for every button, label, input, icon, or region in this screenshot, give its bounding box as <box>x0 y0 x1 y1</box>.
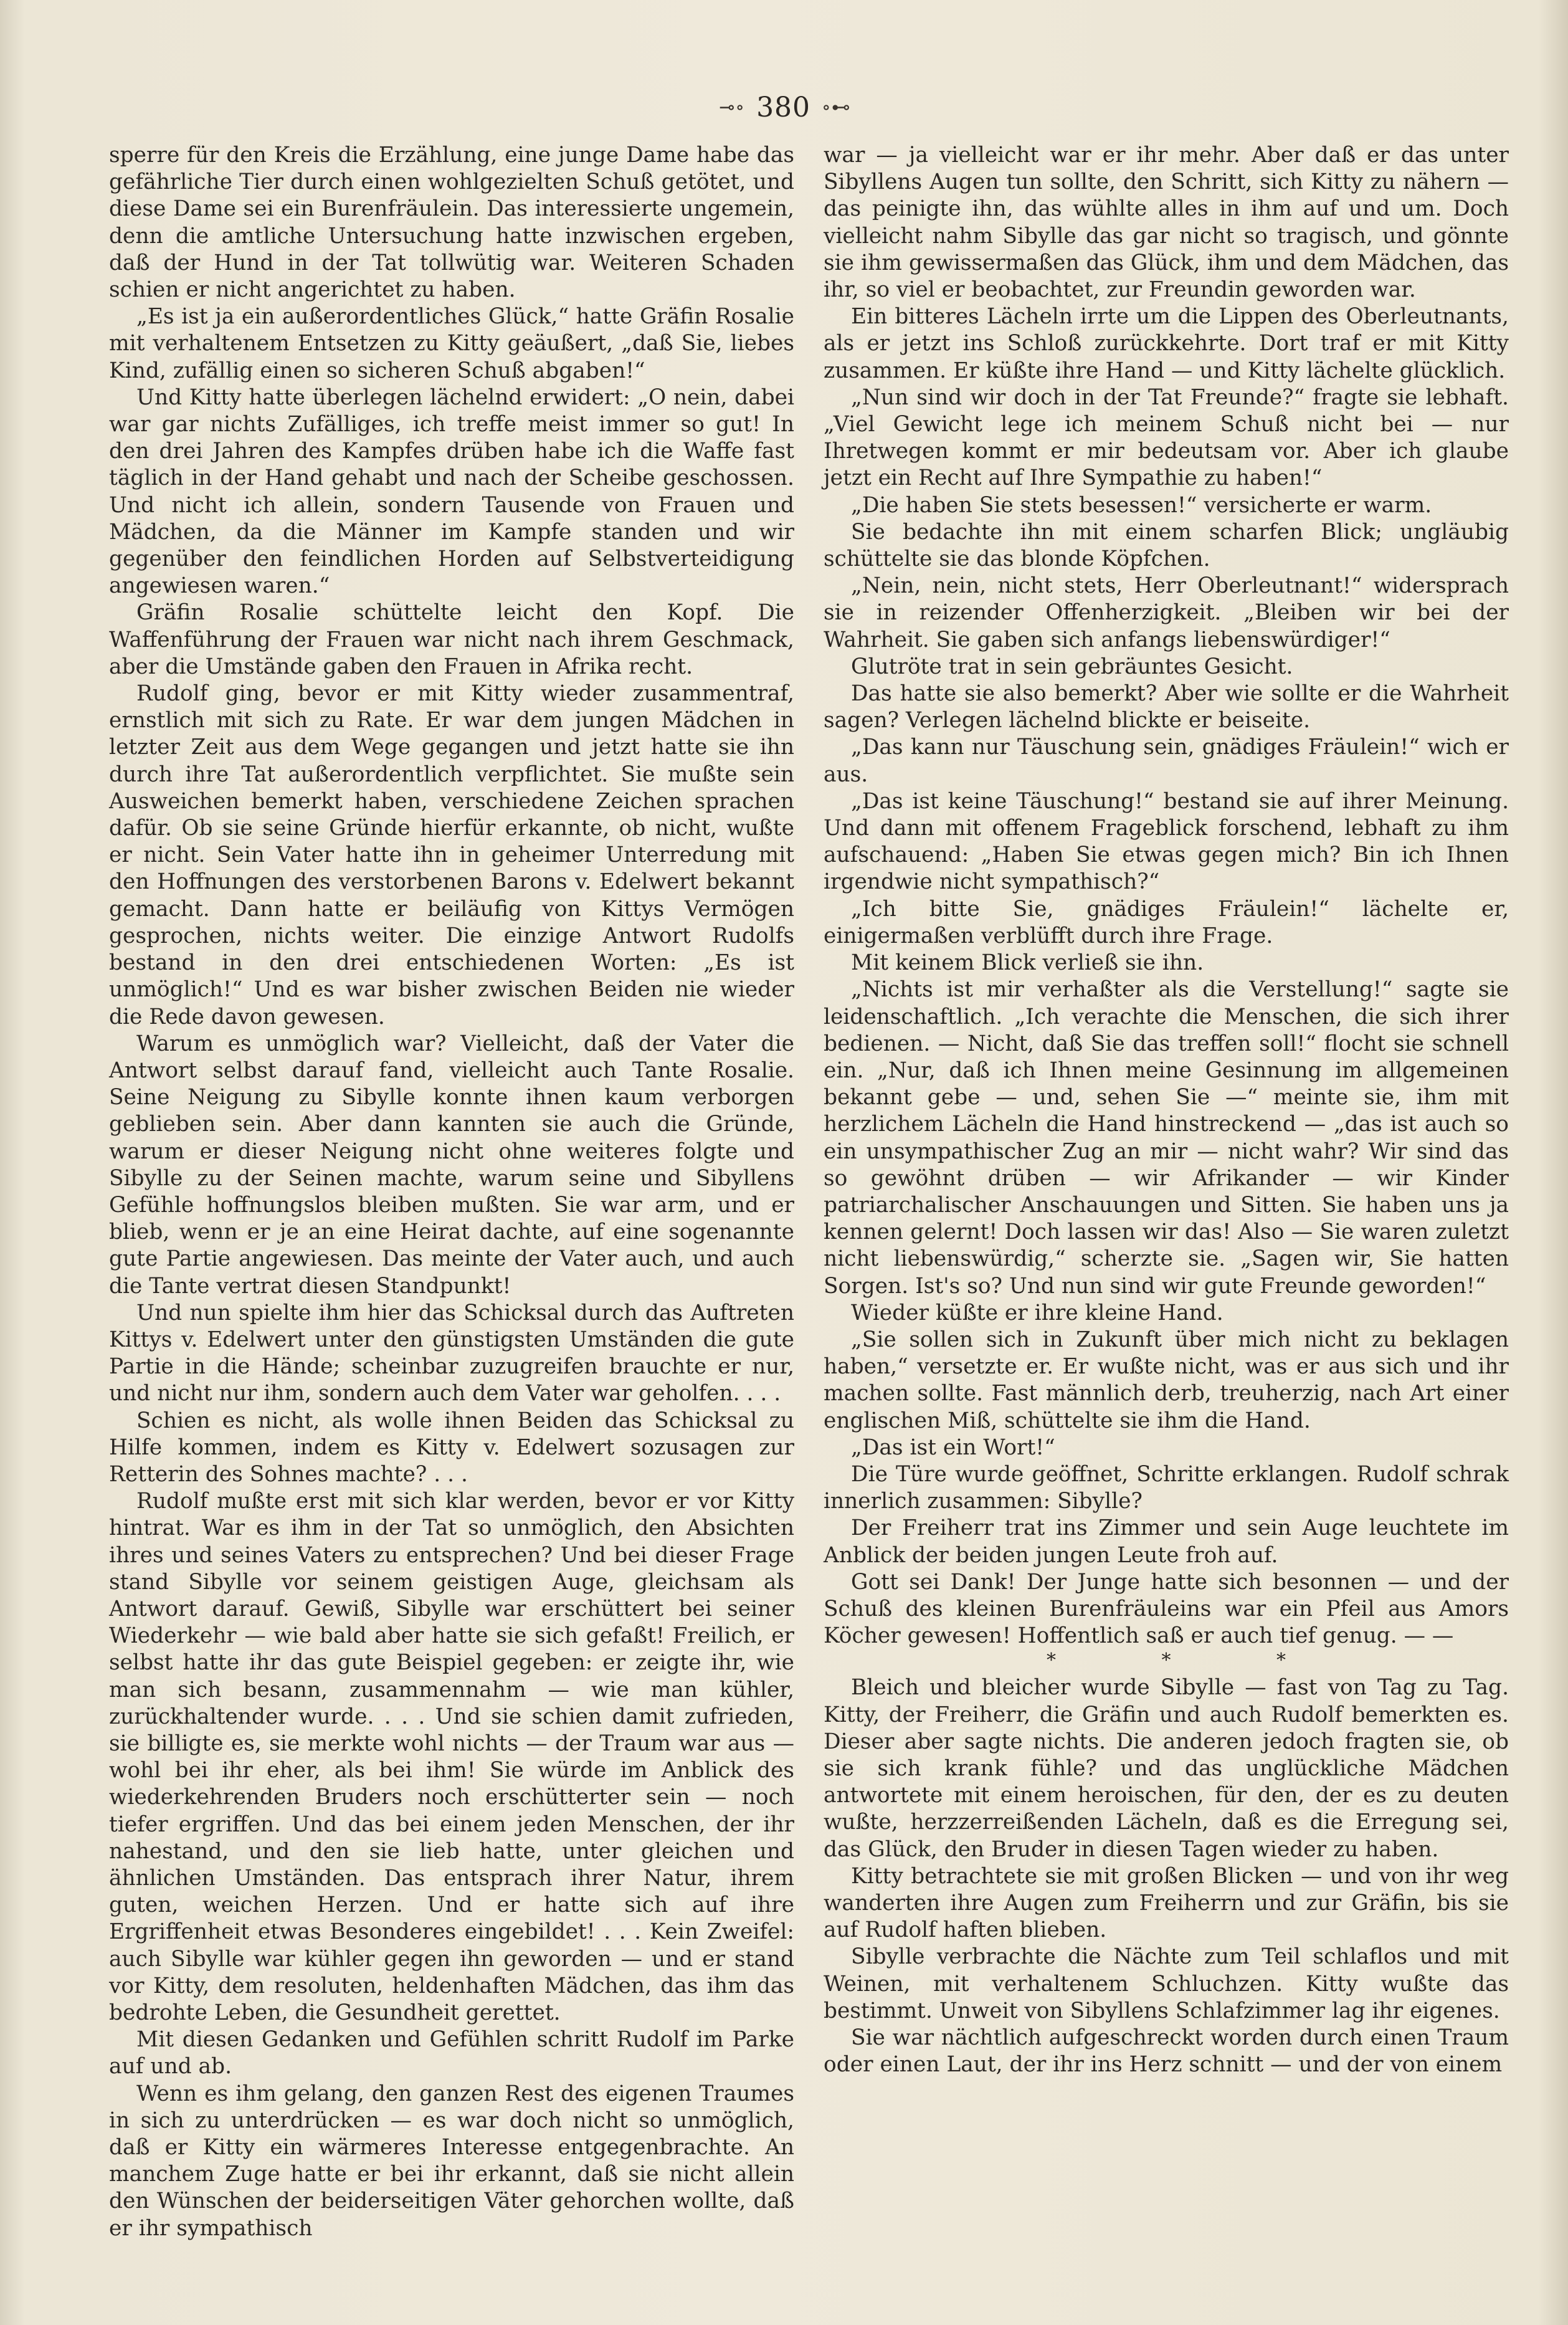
paragraph: Sie bedachte ihn mit einem scharfen Blick; ungläubig schüttelte sie das blonde Köpfchen. <box>824 519 1509 572</box>
section-separator: * * * <box>1046 1649 1336 1672</box>
paragraph: Bleich und bleicher wurde Sibylle — fast von Tag zu Tag. Kitty, der Freiherr, die Gräfin und auch Rudolf bemerkten es. Dieser aber sagte nichts. Die anderen jedoch fragten sie, ob sie sich krank fühle? und das unglückliche Mädchen antwortete mit einem heroischen, für den, der es zu deuten wußte, herzzerreißenden Lächeln, daß es die Erregung sei, das Glück, den Bruder in diesen Tagen wieder zu haben. <box>824 1675 1509 1862</box>
paragraph: Warum es unmöglich war? Vielleicht, daß der Vater die Antwort selbst darauf fand, vielleicht auch Tante Rosalie. Seine Neigung zu Sibylle konnte ihnen kaum verborgen geblieben sein. Aber dann kannten sie auch die Gründe, warum er dieser Neigung nicht ohne weiteres folgte und Sibylle zu der Seinen machte, warum seine und Sibyllens Gefühle hoffnungslos bleiben mußten. Sie war arm, und er blieb, wenn er je an eine Heirat dachte, auf eine sogenannte gute Partie angewiesen. Das meinte der Vater auch, und auch die Tante vertrat diesen Standpunkt! <box>109 1031 794 1299</box>
paragraph: Ein bitteres Lächeln irrte um die Lippen des Oberleutnants, als er jetzt ins Schloß zurückkehrte. Dort traf er mit Kitty zusammen. Er küßte ihre Hand — und Kitty lächelte glücklich. <box>824 304 1509 383</box>
paragraph: sperre für den Kreis die Erzählung, eine junge Dame habe das gefährliche Tier durch einen wohlgezielten Schuß getötet, und diese Dame sei ein Burenfräulein. Das interessierte ungemein, denn die amtliche Untersuchung hatte inzwischen ergeben, daß der Hund in der Tat tollwütig war. Weiteren Schaden schien er nicht angerichtet zu haben. <box>109 143 794 303</box>
paragraph: Gott sei Dank! Der Junge hatte sich besonnen — und der Schuß des kleinen Burenfräuleins war ein Pfeil aus Amors Köcher gewesen! Hoffentlich saß er auch tief genug. — — <box>824 1569 1509 1649</box>
paragraph: Mit keinem Blick verließ sie ihn. <box>851 950 1204 976</box>
paragraph: Der Freiherr trat ins Zimmer und sein Auge leuchtete im Anblick der beiden jungen Leute froh auf. <box>824 1516 1509 1568</box>
paragraph: Sibylle verbrachte die Nächte zum Teil schlaflos und mit Weinen, mit verhaltenem Schluchzen. Kitty wußte das bestimmt. Unweit von Sibyllens Schlafzimmer lag ihr eigenes. <box>824 1944 1509 2023</box>
paragraph: Das hatte sie also bemerkt? Aber wie sollte er die Wahrheit sagen? Verlegen lächelnd blickte er beiseite. <box>824 681 1509 733</box>
paragraph: „Es ist ja ein außerordentliches Glück,“ hatte Gräfin Rosalie mit verhaltenem Entsetzen zu Kitty geäußert, „daß Sie, liebes Kind, zufällig einen so sicheren Schuß abgaben!“ <box>109 304 794 383</box>
paragraph: Mit diesen Gedanken und Gefühlen schritt Rudolf im Parke auf und ab. <box>109 2027 794 2079</box>
paragraph: Sie war nächtlich aufgeschreckt worden durch einen Traum oder einen Laut, der ihr ins Herz schnitt — und der von einem <box>824 2025 1509 2078</box>
paragraph: Und nun spielte ihm hier das Schicksal durch das Auftreten Kittys v. Edelwert unter den günstigsten Umständen die gute Partie in die Hände; scheinbar zuzugreifen brauchte er nur, und nicht nur ihm, sondern auch dem Vater war geholfen. . . . <box>109 1300 794 1406</box>
paragraph: Die Türe wurde geöffnet, Schritte erklangen. Rudolf schrak innerlich zusammen: Sibylle? <box>824 1461 1509 1514</box>
paragraph: Schien es nicht, als wolle ihnen Beiden das Schicksal zu Hilfe kommen, indem es Kitty v. Edelwert sozusagen zur Retterin des Sohnes machte? . . . <box>109 1408 794 1487</box>
paragraph: Rudolf mußte erst mit sich klar werden, bevor er vor Kitty hintrat. War es ihm in der Tat so unmöglich, den Absichten ihres und seines Vaters zu entsprechen? Und bei dieser Frage stand Sibylle vor seinem geistigen Auge, gleichsam als Antwort darauf. Gewiß, Sibylle war erschüttert bei seiner Wiederkehr — wie bald aber hatte sie sich gefaßt! Freilich, er selbst hatte ihr das gute Beispiel gegeben: er zeigte ihr, wie man sich besann, zusammennahm — wie man kühler, zurückhaltender wurde. . . . Und sie schien damit zufrieden, sie billigte es, sie merkte wohl nichts — der Traum war aus — wohl bei ihr eher, als bei ihm! Sie würde im Anblick des wiederkehrenden Bruders noch erschütterter sein — noch tiefer ergriffen. Und das bei einem jeden Menschen, der ihr nahestand, und den sie lieb hatte, unter gleichen und ähnlichen Umständen. Das entsprach ihrer Natur, ihrem guten, weichen Herzen. Und er hatte sich auf ihre Ergriffenheit etwas Besonderes eingebildet! . . . Kein Zweifel: auch Sibylle war kühler gegen ihn geworden — und er stand vor Kitty, dem resoluten, heldenhaften Mädchen, das ihm das bedrohte Leben, die Gesundheit gerettet. <box>109 1489 794 2026</box>
paragraph: „Das ist ein Wort!“ <box>851 1435 1055 1460</box>
paragraph: war — ja vielleicht war er ihr mehr. Aber daß er das unter Sibyllens Augen tun sollte, den Schritt, sich Kitty zu nähern — das peinigte ihn, das wühlte alles in ihm auf und um. Doch vielleicht nahm Sibylle das gar nicht so tragisch, und gönnte sie ihm gewissermaßen das Glück, ihm und dem Mädchen, das ihr, so viel er beobachtet, zur Freundin geworden war. <box>824 143 1509 303</box>
paragraph: Wieder küßte er ihre kleine Hand. <box>851 1300 1224 1325</box>
paragraph: „Nein, nein, nicht stets, Herr Oberleutnant!“ widersprach sie in reizender Offenherzigkeit. „Bleiben wir bei der Wahrheit. Sie gaben sich anfangs liebenswürdiger!“ <box>824 573 1509 652</box>
ornament-left: ⊸∘ <box>719 96 746 118</box>
paragraph: Rudolf ging, bevor er mit Kitty wieder zusammentraf, ernstlich mit sich zu Rate. Er war dem jungen Mädchen in letzter Zeit aus dem Wege gegangen und jetzt hatte sie ihn durch ihre Tat außerordentlich verpflichtet. Sie mußte sein Ausweichen bemerkt haben, verschiedene Zeichen sprachen dafür. Ob sie seine Gründe hierfür erkannte, ob nicht, wußte er nicht. Sein Vater hatte ihn in geheimer Unterredung mit den Hoffnungen des verstorbenen Barons v. Edelwert bekannt gemacht. Dann hatte er beiläufig von Kittys Vermögen gesprochen, nichts weiter. Die einzige Antwort Rudolfs bestand in den drei entschiedenen Worten: „Es ist unmöglich!“ Und es war bisher zwischen Beiden nie wieder die Rede davon gewesen. <box>109 681 794 1029</box>
paragraph: „Sie sollen sich in Zukunft über mich nicht zu beklagen haben,“ versetzte er. Er wußte nicht, was er aus sich und ihr machen sollte. Fast männlich derb, treuherzig, nach Art einer englischen Miß, schüttelte sie ihm die Hand. <box>824 1327 1509 1433</box>
paragraph: „Das ist keine Täuschung!“ bestand sie auf ihrer Meinung. Und dann mit offenem Frageblick forschend, lebhaft zu ihm aufschauend: „Haben Sie etwas gegen mich? Bin ich Ihnen irgendwie nicht sympathisch?“ <box>824 788 1509 895</box>
paragraph: Wenn es ihm gelang, den ganzen Rest des eigenen Traumes in sich zu unterdrücken — es war doch nicht so unmöglich, daß er Kitty ein wärmeres Interesse entgegenbrachte. An manchem Zuge hatte er bei ihr erkannt, daß sie nicht allein den Wünschen der beiderseitigen Väter gehorchen wollte, daß er ihr sympathisch <box>109 2081 794 2241</box>
left-column <box>109 142 794 2242</box>
page-header <box>685 88 885 126</box>
paragraph: „Ich bitte Sie, gnädiges Fräulein!“ lächelte er, einigermaßen verblüfft durch ihre Frage. <box>824 896 1509 948</box>
paragraph: Glutröte trat in sein gebräuntes Gesicht. <box>851 654 1293 679</box>
paragraph: Kitty betrachtete sie mit großen Blicken — und von ihr weg wanderten ihre Augen zum Freiherrn und zur Gräfin, bis sie auf Rudolf haften blieben. <box>824 1863 1509 1943</box>
paragraph: Gräfin Rosalie schüttelte leicht den Kopf. Die Waffenführung der Frauen war nicht nach ihrem Geschmack, aber die Umstände gaben den Frauen in Afrika recht. <box>109 600 794 679</box>
paragraph: „Das kann nur Täuschung sein, gnädiges Fräulein!“ wich er aus. <box>824 735 1509 787</box>
paragraph: „Nun sind wir doch in der Tat Freunde?“ fragte sie lebhaft. „Viel Gewicht lege ich meinem Schuß nicht bei — nur Ihretwegen kommt er mir bedeutsam vor. Aber ich glaube jetzt ein Recht auf Ihre Sympathie zu haben!“ <box>824 384 1509 491</box>
paragraph: Und Kitty hatte überlegen lächelnd erwidert: „O nein, dabei war gar nichts Zufälliges, ich treffe meist immer so gut! In den drei Jahren des Kampfes drüben habe ich die Waffe fast täglich in der Hand gehabt und nach der Scheibe geschossen. Und nicht ich allein, sondern Tausende von Frauen und Mädchen, da die Männer im Kampfe standen und wir gegenüber den feindlichen Horden auf Selbstverteidigung angewiesen waren.“ <box>109 384 794 599</box>
page-number: 380 <box>756 91 811 123</box>
ornament-right: ∘⊷ <box>822 96 851 118</box>
right-column <box>824 142 1509 2078</box>
paragraph: „Nichts ist mir verhaßter als die Verstellung!“ sagte sie leidenschaftlich. „Ich verachte die Menschen, die sich ihrer bedienen. — Nicht, daß Sie das treffen soll!“ flocht sie schnell ein. „Nur, daß ich Ihnen meine Gesinnung im allgemeinen bekannt gebe — und, sehen Sie —“ meinte sie, ihm mit herzlichem Lächeln die Hand hinstreckend — „das ist auch so ein unsympathischer Zug an mir — nicht wahr? Wir sind das so gewöhnt drüben — wir Afrikander — wir Kinder patriarchalischer Anschauungen und Sitten. Sie haben uns ja kennen gelernt! Doch lassen wir das! Also — Sie waren zuletzt nicht liebenswürdig,“ scherzte sie. „Sagen wir, Sie hatten Sorgen. Ist's so? Und nun sind wir gute Freunde geworden!“ <box>824 977 1509 1299</box>
paragraph: „Die haben Sie stets besessen!“ versicherte er warm. <box>851 492 1432 518</box>
